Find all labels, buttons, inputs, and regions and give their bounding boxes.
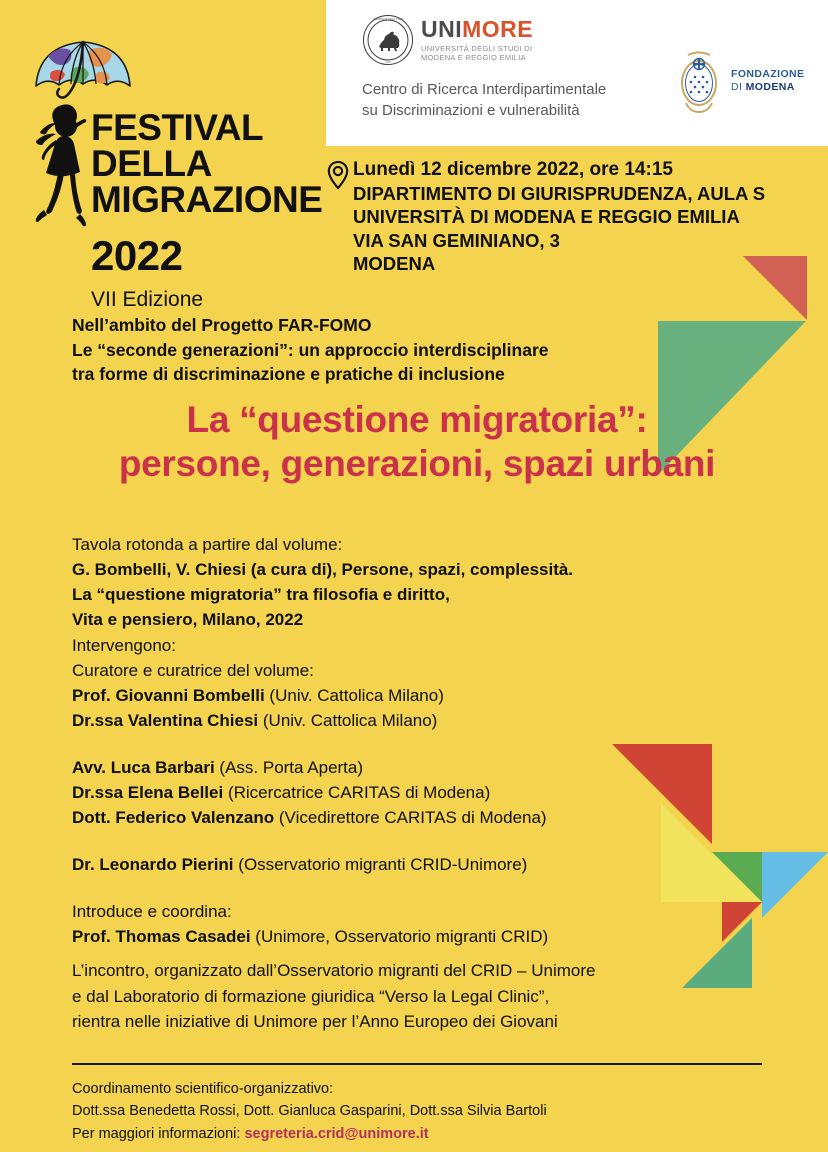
- speaker-name: Dr.ssa Elena Bellei: [72, 782, 224, 802]
- speakers-curators-label: Curatore e curatrice del volume:: [72, 660, 314, 680]
- fondazione-line2: [731, 81, 804, 94]
- fondazione-logo-block: [674, 45, 804, 117]
- speaker-affiliation: (Ass. Porta Aperta): [219, 757, 364, 777]
- event-details: [326, 158, 826, 275]
- speaker-affiliation: (Univ. Cattolica Milano): [262, 710, 438, 730]
- speaker-name: Prof. Thomas Casadei: [72, 926, 251, 946]
- festival-wordmark: [91, 107, 323, 312]
- speaker-row: [72, 756, 548, 781]
- project-line3: tra forme di discriminazione e pratiche di inclusione: [72, 364, 505, 384]
- speaker-row: [72, 853, 548, 878]
- speaker-row: [72, 684, 548, 709]
- crid-caption-line1: Centro di Ricerca Interdipartimentale: [362, 81, 607, 98]
- footer-line2: Dott.ssa Benedetta Rossi, Dott. Gianluca Gasparini, Dott.ssa Silvia Bartoli: [72, 1103, 547, 1120]
- closing-line1: L’incontro, organizzato dall’Osservatorio migranti del CRID – Unimore: [72, 961, 596, 980]
- event-venue-university: UNIVERSITÀ DI MODENA E REGGIO EMILIA: [353, 206, 740, 228]
- speakers-section: [72, 634, 548, 950]
- unimore-seal-icon: [362, 14, 414, 66]
- speaker-row: [72, 709, 548, 734]
- volume-line3: Vita e pensiero, Milano, 2022: [72, 609, 304, 629]
- speakers-moderator-group: [72, 900, 548, 950]
- festival-line2: DELLA: [91, 142, 212, 184]
- event-datetime: Lunedì 12 dicembre 2022, ore 14:15: [353, 159, 673, 180]
- location-pin-icon: [326, 160, 350, 190]
- closing-line2: e dal Laboratorio di formazione giuridica “Verso la Legal Clinic”,: [72, 986, 550, 1006]
- unimore-subtitle-line1: UNIVERSITÀ DEGLI STUDI DI: [421, 43, 533, 53]
- volume-line1: G. Bombelli, V. Chiesi (a cura di), Persone, spazi, complessità.: [72, 559, 574, 579]
- festival-line1: FESTIVAL: [91, 107, 264, 148]
- speaker-row: [72, 925, 548, 950]
- unimore-subtitle-line2: MODENA E REGGIO EMILIA: [421, 53, 526, 62]
- unimore-word-more: MORE: [462, 15, 534, 42]
- event-venue-street: VIA SAN GEMINIANO, 3: [353, 229, 560, 251]
- festival-edition: VII Edizione: [91, 287, 204, 311]
- speaker-affiliation: (Osservatorio migranti CRID-Unimore): [238, 854, 528, 874]
- fondazione-crest-icon: [674, 45, 724, 117]
- svg-text:1175: 1175: [385, 61, 391, 64]
- speakers-panel-group: [72, 756, 548, 831]
- project-context: [72, 313, 549, 387]
- speaker-name: Prof. Giovanni Bombelli: [72, 685, 265, 705]
- speaker-affiliation: (Unimore, Osservatorio migranti CRID): [255, 926, 549, 946]
- speakers-intro: Intervengono:: [72, 636, 176, 655]
- crid-caption: [362, 79, 662, 122]
- unimore-word-uni: UNI: [421, 15, 463, 42]
- speaker-affiliation: (Ricercatrice CARITAS di Modena): [227, 782, 491, 802]
- speakers-observer-group: [72, 853, 548, 878]
- crid-caption-line2: su Discriminazioni e vulnerabilità: [362, 102, 580, 120]
- header-logo-panel: [326, 0, 828, 146]
- speakers-curators-group: [72, 634, 548, 734]
- speaker-name: Dr. Leonardo Pierini: [72, 854, 234, 874]
- speaker-name: Dr.ssa Valentina Chiesi: [72, 710, 259, 730]
- title-line2: persone, generazioni, spazi urbani: [118, 443, 716, 485]
- volume-line2: La “questione migratoria” tra filosofia e diritto,: [72, 584, 450, 604]
- unimore-logo-block: [362, 14, 662, 122]
- footer-line3: [72, 1123, 547, 1145]
- title-line1: La “questione migratoria”:: [186, 399, 648, 440]
- closing-note: [72, 958, 595, 1035]
- speaker-name: Avv. Luca Barbari: [72, 757, 215, 777]
- fondazione-line1: FONDAZIONE: [731, 68, 805, 81]
- speaker-name: Dott. Federico Valenzano: [72, 807, 275, 827]
- festival-year: 2022: [91, 231, 183, 279]
- volume-intro: Tavola rotonda a partire dal volume:: [72, 535, 343, 554]
- fondazione-di: DI: [731, 81, 746, 93]
- decorative-green-triangle-bottom: [682, 918, 752, 988]
- moderator-label: Introduce e coordina:: [72, 901, 232, 921]
- contact-email[interactable]: segreteria.crid@unimore.it: [244, 1125, 429, 1142]
- speaker-affiliation: (Univ. Cattolica Milano): [269, 685, 444, 705]
- footer-info-prefix: Per maggiori informazioni:: [72, 1125, 245, 1142]
- page-title: [72, 398, 762, 487]
- decorative-blue-triangle: [762, 852, 828, 918]
- fondazione-modena: MODENA: [745, 81, 795, 93]
- event-venue-city: MODENA: [353, 252, 436, 274]
- svg-text:UNIVERSITÀ DEGLI STUDI: UNIVERSITÀ DEGLI STUDI: [372, 18, 404, 21]
- decorative-yellow-notch: [712, 852, 762, 902]
- festival-line3: MIGRAZIONE: [91, 178, 323, 220]
- project-line2: Le “seconde generazioni”: un approccio interdisciplinare: [72, 339, 549, 360]
- volume-reference: [72, 533, 573, 633]
- speaker-row: [72, 806, 548, 831]
- footer-line1: Coordinamento scientifico-organizzativo:: [72, 1081, 334, 1097]
- speaker-row: [72, 781, 548, 806]
- event-venue-department: DIPARTIMENTO DI GIURISPRUDENZA, AULA S: [353, 182, 766, 204]
- speaker-affiliation: (Vicedirettore CARITAS di Modena): [278, 807, 547, 827]
- footer-credits: [72, 1078, 547, 1145]
- footer-divider: [72, 1063, 762, 1065]
- closing-line3: rientra nelle iniziative di Unimore per l’Anno Europeo dei Giovani: [72, 1012, 558, 1031]
- project-line1: Nell’ambito del Progetto FAR-FOMO: [72, 315, 372, 335]
